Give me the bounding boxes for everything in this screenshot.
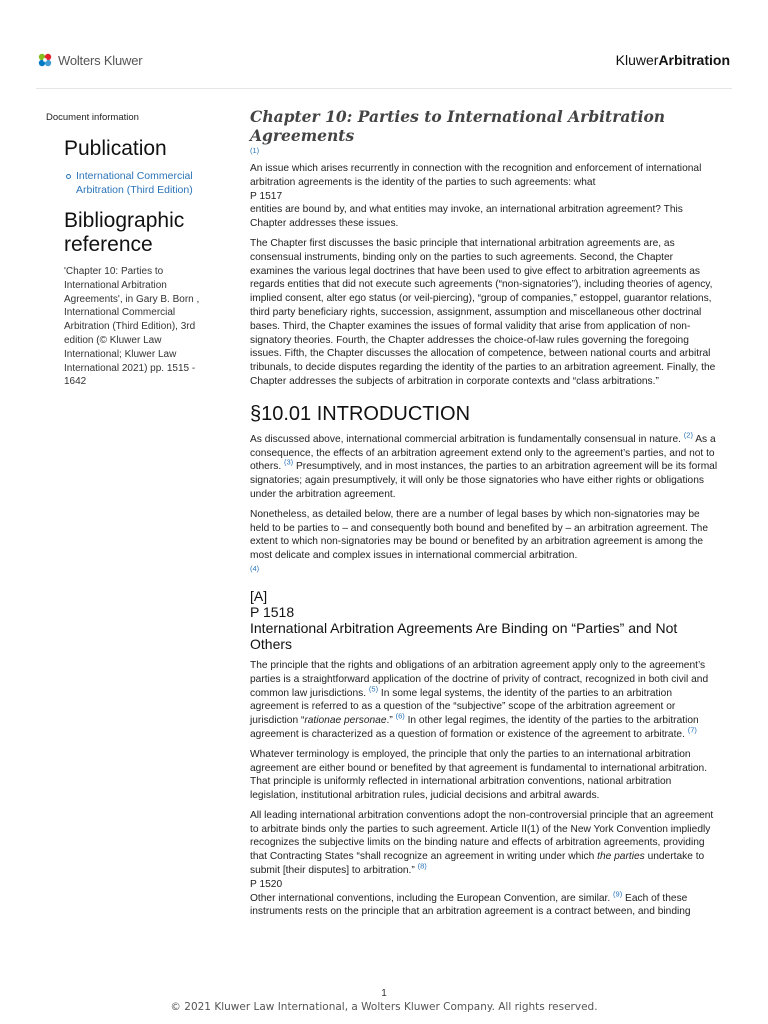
paragraph-7-italic: the parties — [597, 851, 645, 863]
wolters-kluwer-logo[interactable] — [37, 52, 142, 68]
publication-heading: Publication — [64, 137, 167, 160]
paragraph-3-text-c: Presumptively, and in most instances, the parties to an arbitration agreement will be its formal signatories; again presumptively, it will only be those signatories who have either rights or obligations under the arbitration agreement. — [250, 461, 718, 500]
paragraph-3-text-a: As discussed above, international commercial arbitration is fundamentally consensual in nature. — [250, 433, 681, 445]
main-content — [250, 107, 718, 919]
wolters-kluwer-logo-icon — [37, 52, 53, 68]
subsection-heading — [250, 588, 718, 652]
paragraph-3 — [250, 430, 718, 502]
chapter-title: Chapter 10: Parties to International Arbitration Agreements — [250, 107, 666, 145]
footnote-link-6[interactable]: (6) — [395, 711, 405, 721]
paragraph-1-text-a: An issue which arises recurrently in connection with the recognition and enforcement of international arbitration agreements is the identity of the parties to such agreements: what — [250, 163, 702, 188]
footnote-link-4[interactable]: (4) — [250, 563, 260, 573]
bibliographic-reference-heading: Bibliographic reference — [64, 209, 185, 256]
paragraph-3-text-b: As a consequence, the effects of an arbitration agreement extend only to the agreement’s parties, and not to others. — [250, 433, 716, 473]
paragraph-1-text-b: entities are bound by, and what entities may invoke, an international arbitration agreement? This Chapter addresses these issues. — [250, 204, 683, 230]
paragraph-7-text-a: All leading international arbitration conventions adopt the non-controversial principle that an agreement to arbitrate binds only the parties to such agreement. Article II(1) of the New York Convention impliedly recognizes the subjective limits on the binding nature and effects of arbitration agreements, providing that Contracting States “shall recognize an agreement in writing under which — [250, 809, 714, 863]
footnote-link-7[interactable]: (7) — [687, 725, 697, 735]
logo-text: Wolters Kluwer — [58, 52, 143, 68]
paragraph-5 — [250, 659, 718, 742]
sidebar — [46, 112, 216, 389]
bibliographic-reference-text: 'Chapter 10: Parties to International Arbitration Agreements', in Gary B. Born , International Commercial Arbitration (Third Edition), 3rd edition (© Kluwer Law International; Kluwer Law International 2021) pp. 1515 - 1642 — [64, 266, 200, 388]
paragraph-5-italic: rationae personae — [304, 715, 387, 727]
paragraph-7-text-b: undertake to submit [their disputes] to arbitration.” — [250, 851, 705, 877]
paragraph-5-text-a: The principle that the rights and obligations of an arbitration agreement apply only to the agreement’s parties is a straightforward application of the doctrine of privity of contract, recognized in both civil and common law jurisdictions. — [250, 659, 709, 699]
publication-link[interactable]: International Commercial Arbitration (Third Edition) — [76, 169, 216, 197]
page-number: 1 — [381, 988, 387, 999]
paragraph-5-text-d: In other legal regimes, the identity of the parties to the arbitration agreement is characterized as a question of formation or existence of the agreement to arbitrate. — [250, 715, 699, 740]
footnote-link-3[interactable]: (3) — [284, 457, 294, 467]
page-marker-1520: P 1520 — [250, 878, 283, 890]
brand-bold: Arbitration — [658, 52, 730, 68]
footnote-link-5[interactable]: (5) — [368, 684, 379, 694]
publication-list — [46, 169, 216, 197]
subsection-label: [A] — [250, 587, 268, 604]
section-heading-introduction: §10.01 INTRODUCTION — [250, 402, 471, 425]
kluwer-arbitration-brand[interactable] — [616, 52, 730, 68]
copyright-notice: © 2021 Kluwer Law International, a Wolters Kluwer Company. All rights reserved. — [170, 1001, 598, 1013]
paragraph-5-text-b: In some legal systems, the identity of the parties to an arbitration agreement is referred to as a question of the “subjective” scope of the arbitration agreement or jurisdiction “ — [250, 687, 676, 727]
brand-prefix: Kluwer — [615, 52, 659, 68]
footnote-link-2[interactable]: (2) — [683, 430, 693, 440]
document-information-label: Document information — [46, 112, 139, 123]
paragraph-5-text-c: .” — [386, 715, 393, 727]
paragraph-8-text-b: Each of these instruments rests on the principle that an arbitration agreement is a contract between, and binding — [250, 892, 691, 918]
subsection-title: International Arbitration Agreements Are Binding on “Parties” and Not Others — [250, 619, 678, 652]
paragraph-8-text-a: Other international conventions, including the European Convention, are similar. — [250, 892, 611, 904]
header-divider — [36, 88, 732, 89]
footnote-link-9[interactable]: (9) — [613, 889, 623, 899]
paragraph-4: Nonetheless, as detailed below, there are a number of legal bases by which non-signatories may be held to be parties to – and consequently both bound and benefited by – an arbitration agreement. The extent to which non-signatories may be bound or benefited by an arbitration agreement is among the most delicate and complex issues in international commercial arbitration. — [250, 508, 709, 562]
paragraph-6: Whatever terminology is employed, the principle that only the parties to an international arbitration agreement are either bound or benefited by that agreement is fundamental to international arbitration. That principle is uniformly reflected in international arbitration conventions, national arbitration legislation, institutional arbitration rules, judicial decisions and arbitral awards. — [250, 748, 708, 802]
page-marker-1518: P 1518 — [250, 603, 295, 620]
paragraph-7 — [250, 809, 718, 919]
paragraph-1 — [250, 162, 718, 231]
paragraph-2: The Chapter first discusses the basic principle that international arbitration agreements are, as consensual instruments, binding only on the parties to such agreements. Second, the Chapter examines the various legal doctrines that have been used to give effect to arbitration agreements as regards entities that did not execute such agreements (“non-signatories”), including theories of agency, implied consent, alter ego status (or veil-piercing), “group of companies,” estoppel, guarantor relations, third party beneficiary rights, succession, assignment, assumption and miscellaneous other doctrinal bases. Third, the Chapter examines the issues of formal validity that arise from application of non-signatory theories. Fourth, the Chapter addresses the choice-of-law rules governing the foregoing issues. Fifth, the Chapter discusses the allocation of competence, between national courts and arbitral tribunals, to decide disputes regarding the identity of the parties to an arbitration agreement. Finally, the Chapter addresses the subjects of arbitration in corporate contexts and “class arbitrations.” — [250, 237, 716, 387]
header — [0, 0, 768, 90]
footnote-link-8[interactable]: (8) — [417, 861, 427, 871]
footnote-link-1[interactable]: (1) — [250, 146, 260, 155]
page-marker-1517: P 1517 — [250, 190, 283, 202]
